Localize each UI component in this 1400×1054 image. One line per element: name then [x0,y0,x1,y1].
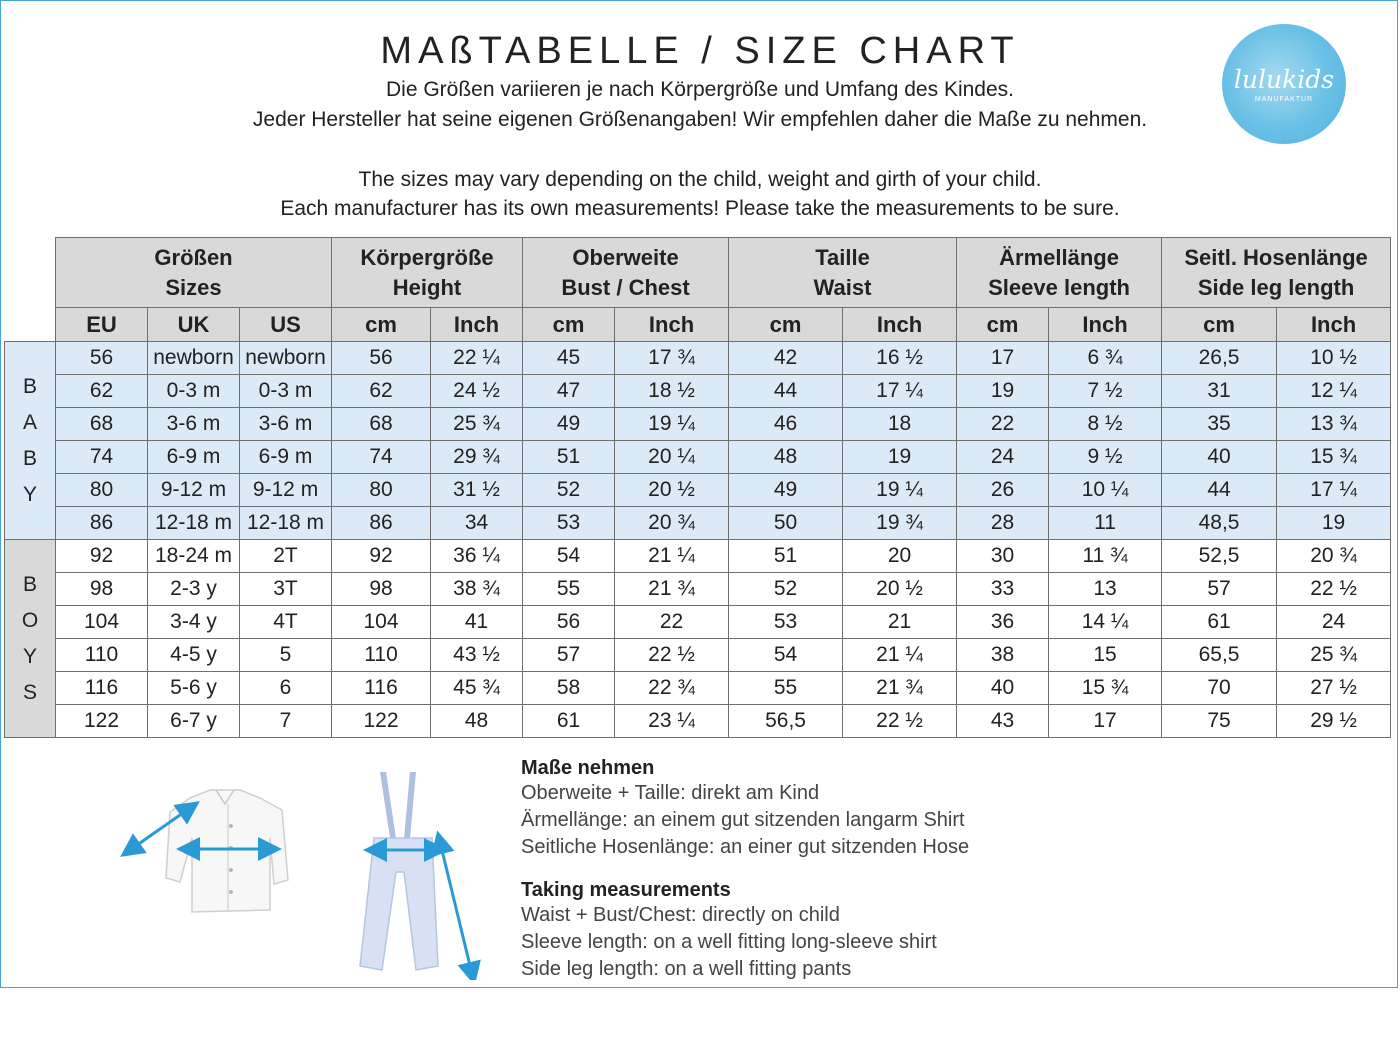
column-header: Inch [1277,308,1391,342]
table-cell: 17 [1049,705,1162,738]
table-cell: 3-6 m [148,408,240,441]
table-cell: 122 [56,705,148,738]
table-cell: 12-18 m [240,507,332,540]
table-cell: 12-18 m [148,507,240,540]
table-cell: 46 [729,408,843,441]
table-cell: 70 [1162,672,1277,705]
table-cell: 17 ¼ [1277,474,1391,507]
table-cell: 20 ½ [843,573,957,606]
table-cell: 52 [729,573,843,606]
table-cell: 92 [56,540,148,573]
group-header-side-leg: Seitl. Hosenlänge Side leg length [1162,238,1391,308]
table-cell: 10 ½ [1277,342,1391,375]
table-cell: 22 ½ [1277,573,1391,606]
table-cell: 7 ½ [1049,375,1162,408]
table-cell: 11 [1049,507,1162,540]
table-cell: 20 ¾ [615,507,729,540]
column-header: cm [523,308,615,342]
logo-subtext: MANUFAKTUR [1254,96,1314,103]
table-cell: 43 [957,705,1049,738]
table-cell: 18 ½ [615,375,729,408]
table-cell: 54 [729,639,843,672]
logo-text: lulukids [1233,65,1335,94]
table-row [5,573,1391,606]
table-cell: 19 ¼ [615,408,729,441]
table-cell: 62 [332,375,431,408]
garment-illustrations [110,760,490,980]
table-cell: newborn [148,342,240,375]
table-cell: 10 ¼ [1049,474,1162,507]
table-cell: 104 [332,606,431,639]
table-cell: 0-3 m [240,375,332,408]
table-cell: 24 [957,441,1049,474]
table-cell: 19 [843,441,957,474]
intro-de-line-1: Die Größen variieren je nach Körpergröße und Umfang des Kindes. [386,78,1014,101]
table-row [5,408,1391,441]
table-cell: 21 ¼ [843,639,957,672]
table-cell: 61 [1162,606,1277,639]
column-header: cm [957,308,1049,342]
table-cell: 19 ¾ [843,507,957,540]
table-cell: 44 [1162,474,1277,507]
segment-label-baby: B A B Y [5,342,56,540]
measure-en-section [521,879,937,983]
table-cell: 48,5 [1162,507,1277,540]
segment-label-boys: B O Y S [5,540,56,738]
table-cell: 33 [957,573,1049,606]
table-cell: 48 [431,705,523,738]
table-cell: 13 [1049,573,1162,606]
table-cell: 56 [56,342,148,375]
measure-de-line: Oberweite + Taille: direkt am Kind [521,782,820,804]
table-cell: 31 [1162,375,1277,408]
table-cell: 9 ½ [1049,441,1162,474]
measure-de-section [521,757,969,861]
table-row [5,606,1391,639]
table-cell: 9-12 m [240,474,332,507]
table-cell: 40 [1162,441,1277,474]
column-header: Inch [1049,308,1162,342]
table-cell: 36 ¼ [431,540,523,573]
size-chart-table [4,237,1391,738]
table-cell: 21 ¾ [615,573,729,606]
measure-en-title: Taking measurements [521,879,731,901]
table-cell: 21 [843,606,957,639]
table-cell: 55 [729,672,843,705]
table-cell: 44 [729,375,843,408]
table-row [5,507,1391,540]
table-cell: 57 [1162,573,1277,606]
table-cell: 17 [957,342,1049,375]
table-cell: 35 [1162,408,1277,441]
table-cell: 3-4 y [148,606,240,639]
table-cell: 51 [523,441,615,474]
table-cell: 19 [957,375,1049,408]
table-cell: 20 [843,540,957,573]
table-cell: 110 [56,639,148,672]
table-cell: 86 [56,507,148,540]
measure-en-line: Sleeve length: on a well fitting long-sleeve shirt [521,931,937,953]
table-cell: 110 [332,639,431,672]
table-cell: 19 [1277,507,1391,540]
table-cell: 11 ¾ [1049,540,1162,573]
column-header: UK [148,308,240,342]
suspender-pants-image [360,772,472,974]
table-cell: 7 [240,705,332,738]
table-cell: 22 ¼ [431,342,523,375]
table-cell: 116 [332,672,431,705]
column-header: EU [56,308,148,342]
table-cell: 74 [332,441,431,474]
column-header: Inch [843,308,957,342]
column-header: Inch [431,308,523,342]
table-cell: 56,5 [729,705,843,738]
table-cell: 57 [523,639,615,672]
table-cell: 80 [56,474,148,507]
chart-body [5,342,1391,738]
table-cell: 24 [1277,606,1391,639]
measure-en-line: Waist + Bust/Chest: directly on child [521,904,840,926]
table-cell: 22 ½ [615,639,729,672]
table-cell: 104 [56,606,148,639]
table-cell: 22 [957,408,1049,441]
table-cell: 26 [957,474,1049,507]
table-cell: 68 [56,408,148,441]
table-row [5,672,1391,705]
table-cell: 3-6 m [240,408,332,441]
column-header: cm [1162,308,1277,342]
intro-de-line-2: Jeder Hersteller hat seine eigenen Größenangaben! Wir empfehlen daher die Maße zu nehmen. [252,108,1148,131]
table-cell: 62 [56,375,148,408]
table-cell: 15 ¾ [1277,441,1391,474]
table-cell: 54 [523,540,615,573]
table-cell: 0-3 m [148,375,240,408]
table-cell: 8 ½ [1049,408,1162,441]
table-cell: 53 [729,606,843,639]
table-cell: 38 ¾ [431,573,523,606]
table-cell: 5-6 y [148,672,240,705]
table-cell: 18-24 m [148,540,240,573]
table-cell: 27 ½ [1277,672,1391,705]
table-cell: 3T [240,573,332,606]
subheader-row [5,308,1391,342]
table-cell: 20 ¼ [615,441,729,474]
table-cell: 52,5 [1162,540,1277,573]
table-cell: 2-3 y [148,573,240,606]
table-cell: 52 [523,474,615,507]
table-cell: 98 [332,573,431,606]
column-header: Inch [615,308,729,342]
table-cell: 6-9 m [240,441,332,474]
table-row [5,375,1391,408]
table-cell: 55 [523,573,615,606]
table-cell: 6-7 y [148,705,240,738]
measure-de-line: Ärmellänge: an einem gut sitzenden langarm Shirt [521,809,965,831]
table-cell: 50 [729,507,843,540]
table-cell: 49 [523,408,615,441]
table-row [5,540,1391,573]
table-cell: 18 [843,408,957,441]
table-cell: 13 ¾ [1277,408,1391,441]
table-cell: 17 ¾ [615,342,729,375]
table-cell: 45 [523,342,615,375]
table-cell: 6 [240,672,332,705]
table-cell: 6 ¾ [1049,342,1162,375]
measure-de-title: Maße nehmen [521,757,655,779]
table-cell: 34 [431,507,523,540]
table-cell: 56 [523,606,615,639]
table-cell: 2T [240,540,332,573]
corner-cell [5,238,56,308]
table-cell: 98 [56,573,148,606]
table-cell: 29 ½ [1277,705,1391,738]
column-header: cm [729,308,843,342]
table-cell: 22 ¾ [615,672,729,705]
table-cell: 14 ¼ [1049,606,1162,639]
table-row [5,441,1391,474]
table-cell: 116 [56,672,148,705]
corner-cell-2 [5,308,56,342]
table-cell: 58 [523,672,615,705]
table-cell: 21 ¼ [615,540,729,573]
table-cell: 20 ¾ [1277,540,1391,573]
table-row [5,474,1391,507]
table-cell: 49 [729,474,843,507]
table-cell: 4-5 y [148,639,240,672]
table-cell: 61 [523,705,615,738]
table-cell: 47 [523,375,615,408]
column-header: cm [332,308,431,342]
intro-en-line-1: The sizes may vary depending on the child, weight and girth of your child. [358,168,1042,191]
table-cell: 9-12 m [148,474,240,507]
table-cell: 6-9 m [148,441,240,474]
table-cell: 22 [615,606,729,639]
measure-de-line: Seitliche Hosenlänge: an einer gut sitzenden Hose [521,836,970,858]
table-cell: 38 [957,639,1049,672]
measure-en-line: Side leg length: on a well fitting pants [521,958,852,980]
table-cell: 29 ¾ [431,441,523,474]
table-row [5,342,1391,375]
group-header-sizes: Größen Sizes [56,238,332,308]
table-cell: 56 [332,342,431,375]
table-cell: 122 [332,705,431,738]
table-row [5,705,1391,738]
table-cell: 26,5 [1162,342,1277,375]
group-header-height: Körpergröße Height [332,238,523,308]
group-header-bust: Oberweite Bust / Chest [523,238,729,308]
table-cell: 25 ¾ [431,408,523,441]
table-cell: 45 ¾ [431,672,523,705]
table-cell: 20 ½ [615,474,729,507]
table-cell: 74 [56,441,148,474]
table-cell: 92 [332,540,431,573]
table-cell: 5 [240,639,332,672]
table-cell: 75 [1162,705,1277,738]
column-header: US [240,308,332,342]
page-title: MAßTABELLE / SIZE CHART [380,30,1020,72]
table-cell: 24 ½ [431,375,523,408]
group-header-waist: Taille Waist [729,238,957,308]
table-cell: 15 [1049,639,1162,672]
table-cell: 41 [431,606,523,639]
table-cell: 25 ¾ [1277,639,1391,672]
side-leg-arrow [440,842,472,974]
table-cell: 16 ½ [843,342,957,375]
table-cell: 22 ½ [843,705,957,738]
table-cell: 36 [957,606,1049,639]
table-cell: 53 [523,507,615,540]
table-cell: 65,5 [1162,639,1277,672]
table-cell: 28 [957,507,1049,540]
table-cell: 40 [957,672,1049,705]
table-cell: newborn [240,342,332,375]
table-cell: 80 [332,474,431,507]
group-header-sleeve: Ärmellänge Sleeve length [957,238,1162,308]
table-cell: 86 [332,507,431,540]
shirt-image [130,790,288,912]
table-cell: 30 [957,540,1049,573]
table-cell: 21 ¾ [843,672,957,705]
table-cell: 17 ¼ [843,375,957,408]
table-row [5,639,1391,672]
table-cell: 51 [729,540,843,573]
table-cell: 48 [729,441,843,474]
table-cell: 4T [240,606,332,639]
table-cell: 31 ½ [431,474,523,507]
table-cell: 23 ¼ [615,705,729,738]
table-cell: 68 [332,408,431,441]
table-cell: 15 ¾ [1049,672,1162,705]
brand-logo [1222,24,1346,144]
table-cell: 43 ½ [431,639,523,672]
intro-en-line-2: Each manufacturer has its own measurements! Please take the measurements to be sure. [280,197,1120,220]
table-cell: 42 [729,342,843,375]
table-cell: 12 ¼ [1277,375,1391,408]
table-cell: 19 ¼ [843,474,957,507]
